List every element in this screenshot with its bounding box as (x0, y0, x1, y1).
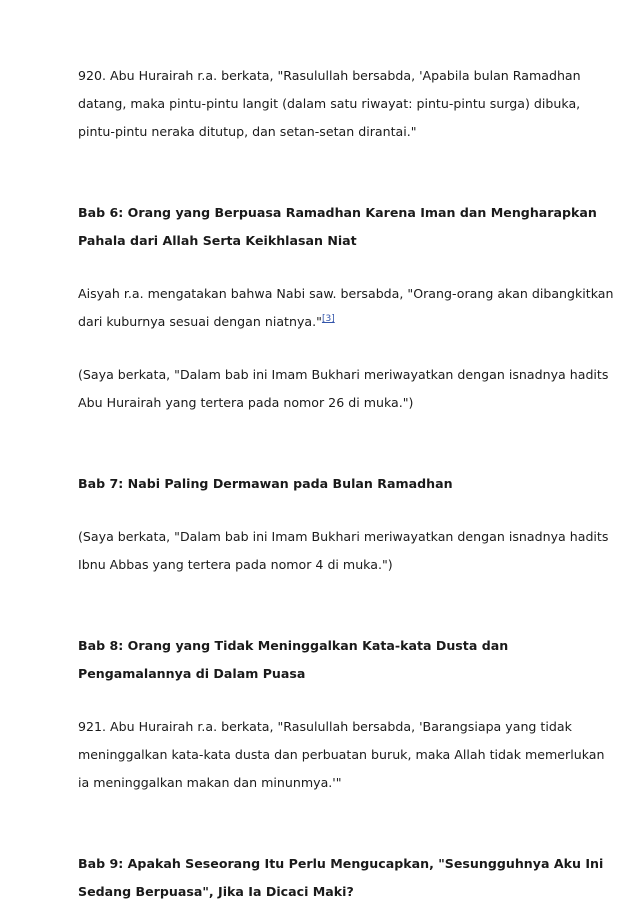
aisyah-paragraph (78, 280, 614, 336)
footnote-link[interactable]: [3] (321, 313, 335, 324)
text-line: meninggalkan kata-kata dusta dan perbuatan buruk, maka Allah tidak memerlukan (78, 747, 605, 762)
hadith-920-paragraph (78, 62, 581, 146)
hadith-921-paragraph (78, 713, 605, 797)
text-line: Ibnu Abbas yang tertera pada nomor 4 di muka.") (78, 557, 393, 572)
bab-8-heading (78, 632, 578, 688)
bab-9-heading (78, 850, 604, 906)
heading-line: Pengamalannya di Dalam Puasa (78, 666, 306, 681)
heading-line: Pahala dari Allah Serta Keikhlasan Niat (78, 233, 357, 248)
heading-line: Sedang Berpuasa", Jika Ia Dicaci Maki? (78, 884, 354, 899)
document-page (78, 62, 614, 906)
text-line: (Saya berkata, "Dalam bab ini Imam Bukhari meriwayatkan dengan isnadnya hadits (78, 367, 609, 382)
text-line: datang, maka pintu-pintu langit (dalam satu riwayat: pintu-pintu surga) dibuka, (78, 96, 581, 111)
heading-line: Bab 9: Apakah Seseorang Itu Perlu Mengucapkan, "Sesungguhnya Aku Ini (78, 856, 604, 871)
note-bab-7-paragraph (78, 523, 609, 579)
heading-line: Bab 7: Nabi Paling Dermawan pada Bulan Ramadhan (78, 476, 453, 491)
text-line (78, 308, 578, 336)
heading-line: Bab 6: Orang yang Berpuasa Ramadhan Karena Iman dan Mengharapkan (78, 205, 597, 220)
text-line: 921. Abu Hurairah r.a. berkata, "Rasulullah bersabda, 'Barangsiapa yang tidak (78, 719, 572, 734)
text-line: 920. Abu Hurairah r.a. berkata, "Rasulullah bersabda, 'Apabila bulan Ramadhan (78, 68, 581, 83)
bab-7-heading (78, 470, 578, 498)
text-line: pintu-pintu neraka ditutup, dan setan-setan dirantai." (78, 124, 417, 139)
heading-line: Bab 8: Orang yang Tidak Meninggalkan Kata-kata Dusta dan (78, 638, 509, 653)
note-bab-6-paragraph (78, 361, 609, 417)
bab-6-heading (78, 199, 597, 255)
text-line: (Saya berkata, "Dalam bab ini Imam Bukhari meriwayatkan dengan isnadnya hadits (78, 529, 609, 544)
text-line: Aisyah r.a. mengatakan bahwa Nabi saw. bersabda, "Orang-orang akan dibangkitkan (78, 286, 614, 301)
text-line: Abu Hurairah yang tertera pada nomor 26 di muka.") (78, 395, 414, 410)
text-line: ia meninggalkan makan dan minunmya.'" (78, 775, 342, 790)
text-fragment: dari kuburnya sesuai dengan niatnya." (78, 314, 322, 329)
